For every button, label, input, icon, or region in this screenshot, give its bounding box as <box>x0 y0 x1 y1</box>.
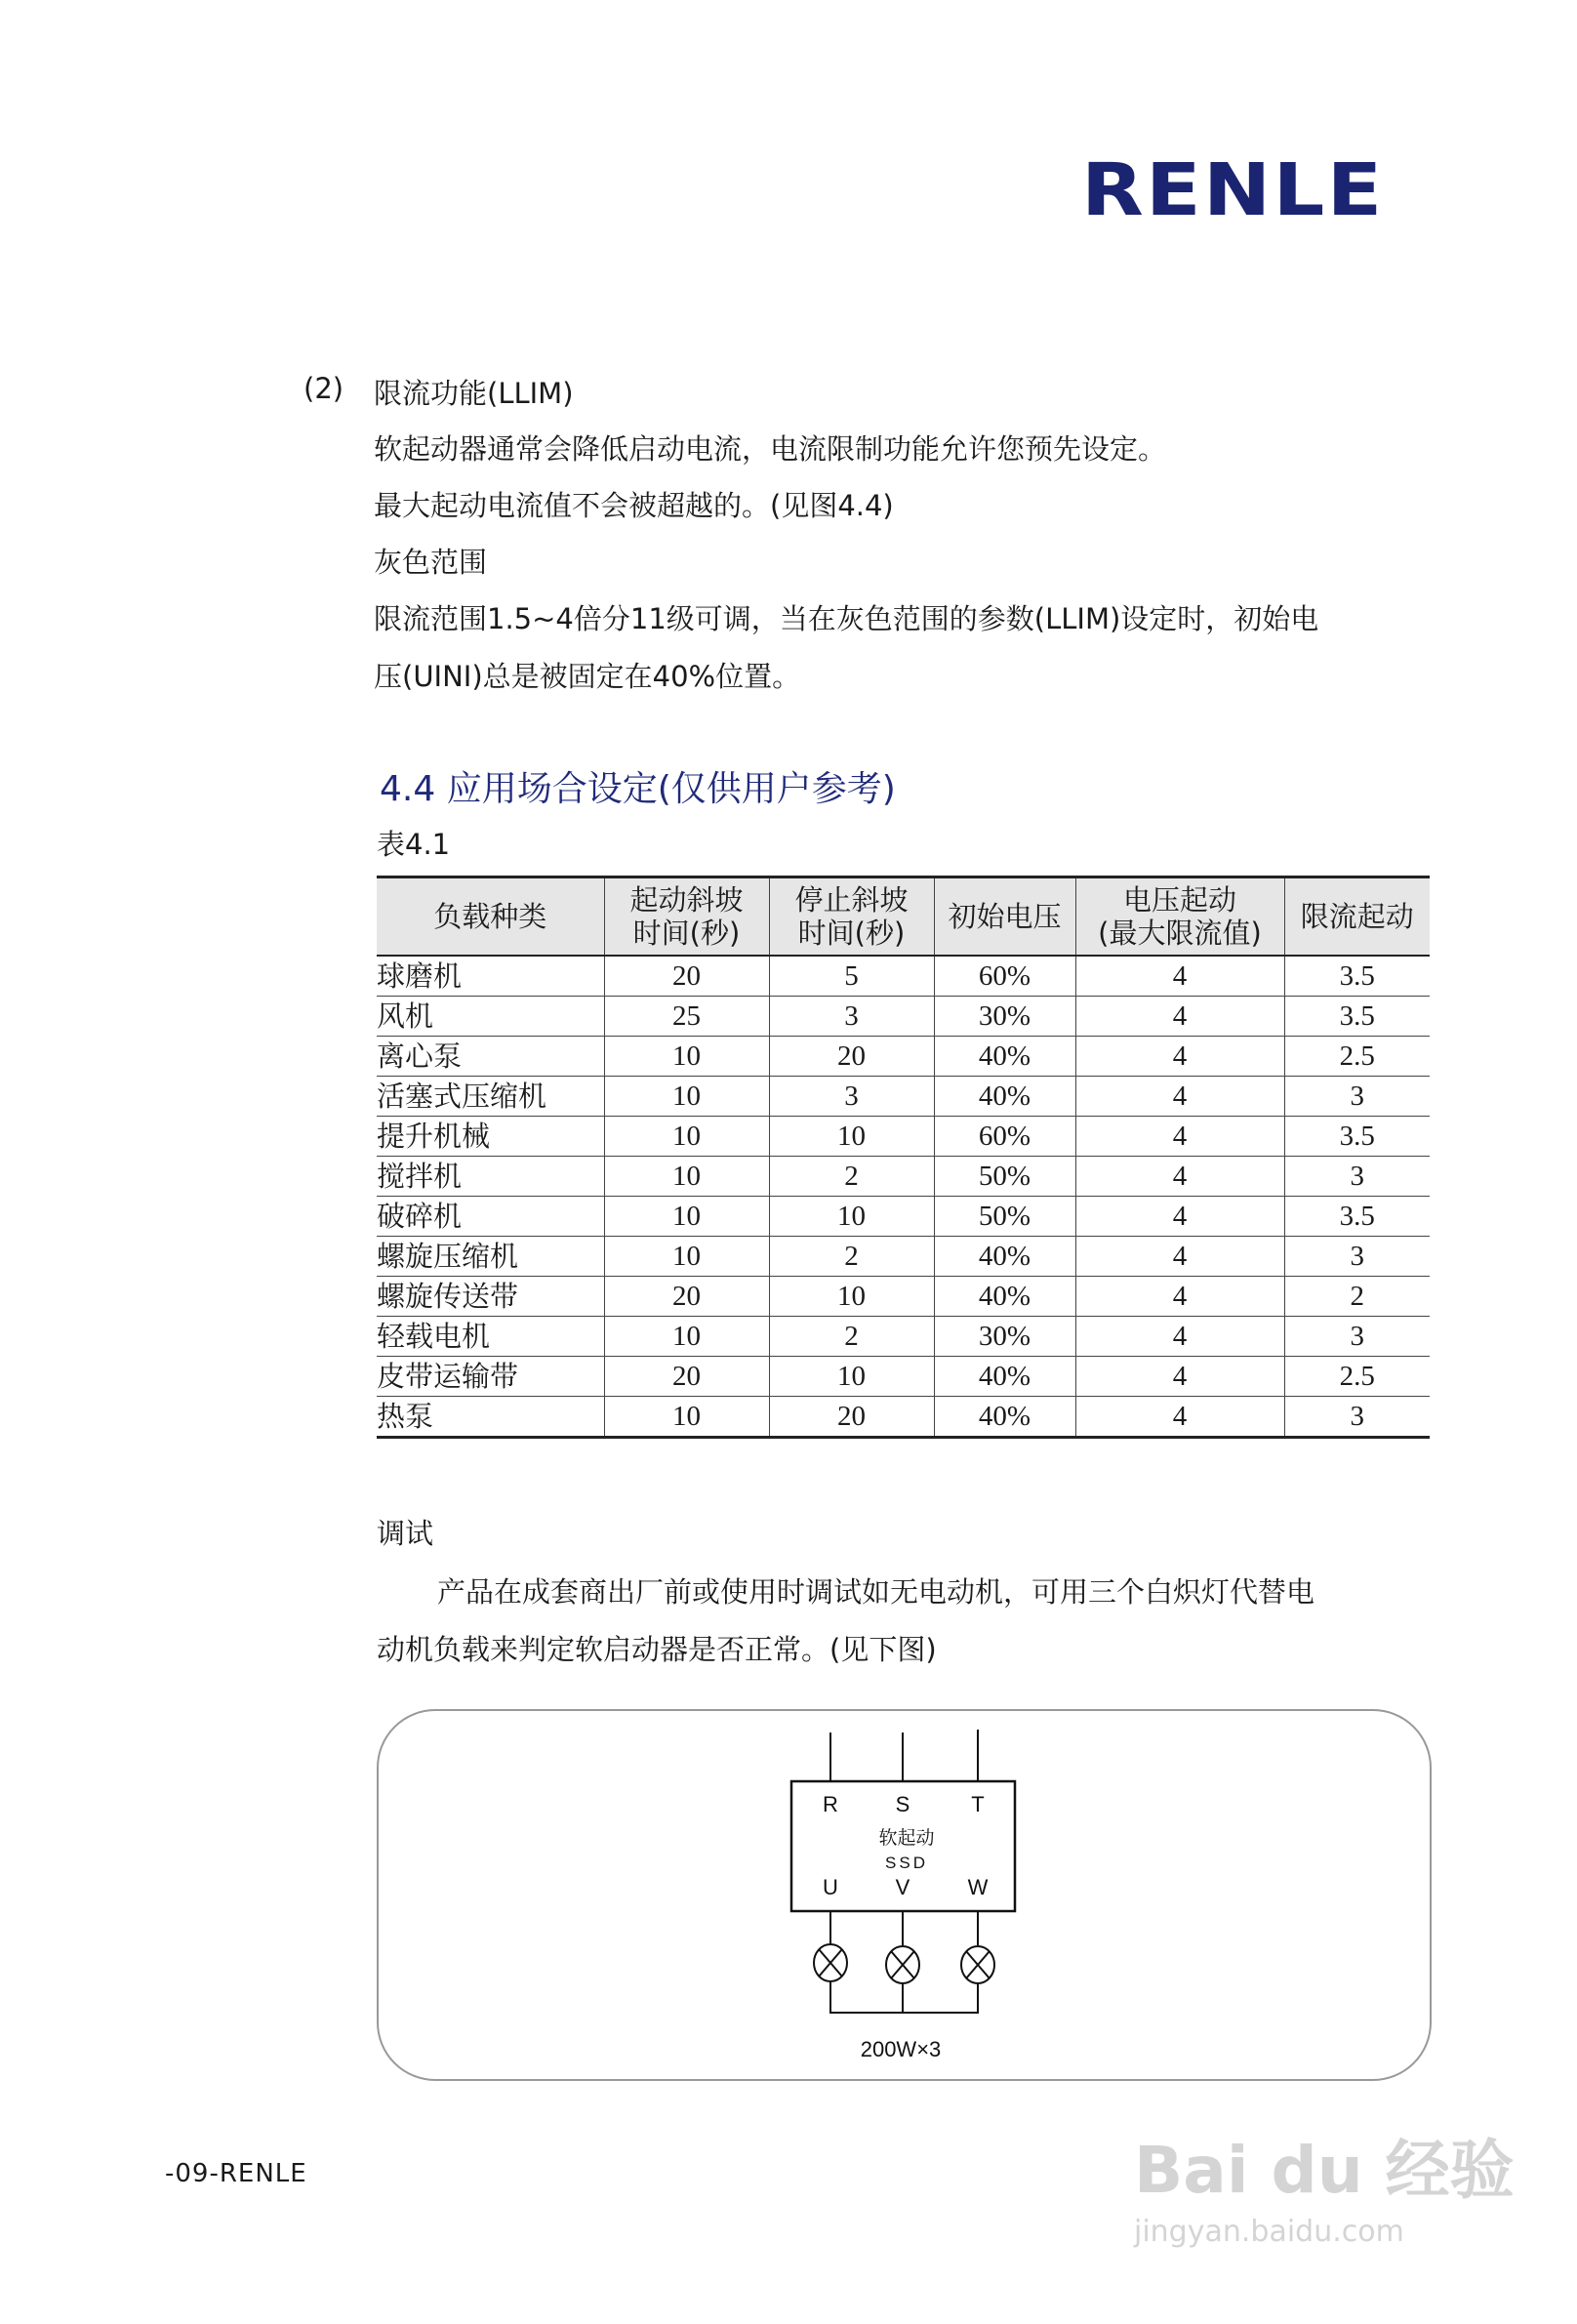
table-cell: 2 <box>769 1157 934 1197</box>
table-cell: 4 <box>1075 1317 1284 1357</box>
table-cell: 10 <box>604 1237 769 1277</box>
table-cell: 40% <box>934 1077 1075 1117</box>
table-cell: 3 <box>1284 1317 1430 1357</box>
debug-title: 调试 <box>377 1517 434 1550</box>
lamp-icon <box>886 1946 919 1983</box>
table-cell: 30% <box>934 1317 1075 1357</box>
table-cell: 风机 <box>377 997 604 1037</box>
table-cell: 3.5 <box>1284 1117 1430 1157</box>
table-cell: 5 <box>769 956 934 997</box>
section-number: (2) <box>303 372 344 405</box>
table-cell: 热泵 <box>377 1397 604 1438</box>
terminal-v: V <box>895 1875 910 1899</box>
table-cell: 20 <box>769 1037 934 1077</box>
table-cell: 破碎机 <box>377 1197 604 1237</box>
table-cell: 3 <box>1284 1237 1430 1277</box>
table-cell: 10 <box>769 1117 934 1157</box>
terminal-s: S <box>895 1792 910 1816</box>
terminal-r: R <box>823 1792 838 1816</box>
watermark-url: jingyan.baidu.com <box>1134 2215 1404 2249</box>
table-cell: 40% <box>934 1277 1075 1317</box>
table-cell: 3.5 <box>1284 997 1430 1037</box>
table-cell: 提升机械 <box>377 1117 604 1157</box>
table-cell: 皮带运输带 <box>377 1357 604 1397</box>
table-cell: 螺旋传送带 <box>377 1277 604 1317</box>
table-cell: 4 <box>1075 1197 1284 1237</box>
section-title: 限流功能(LLIM) <box>374 377 574 410</box>
table-cell: 10 <box>604 1037 769 1077</box>
column-header-line: 时间(秒) <box>632 917 741 950</box>
table-cell: 50% <box>934 1197 1075 1237</box>
column-header-line: 限流起动 <box>1300 900 1414 933</box>
paragraph-line: 产品在成套商出厂前或使用时调试如无电动机，可用三个白炽灯代替电 <box>437 1575 1315 1609</box>
column-header-line: 电压起动 <box>1122 883 1236 917</box>
column-header-line: 初始电压 <box>948 900 1062 933</box>
device-name: 软起动 <box>878 1827 935 1849</box>
column-header-line: 负载种类 <box>433 900 547 933</box>
paragraph-line: 软起动器通常会降低启动电流，电流限制功能允许您预先设定。 <box>374 432 1167 466</box>
common-bus-wire <box>830 1981 978 2013</box>
table-cell: 10 <box>604 1397 769 1438</box>
table-cell: 2.5 <box>1284 1357 1430 1397</box>
table-cell: 30% <box>934 997 1075 1037</box>
table-cell: 3 <box>769 1077 934 1117</box>
table-cell: 离心泵 <box>377 1037 604 1077</box>
table-cell: 20 <box>769 1397 934 1438</box>
table-cell: 20 <box>604 1277 769 1317</box>
column-header-line: 时间(秒) <box>797 917 906 950</box>
table-cell: 50% <box>934 1157 1075 1197</box>
table-cell: 4 <box>1075 1237 1284 1277</box>
lamp-icon <box>961 1946 994 1983</box>
paragraph-line: 最大起动电流值不会被超越的。(见图4.4) <box>374 489 894 522</box>
table-cell: 60% <box>934 1117 1075 1157</box>
table-cell: 40% <box>934 1237 1075 1277</box>
table-cell: 4 <box>1075 1357 1284 1397</box>
table-cell: 10 <box>604 1197 769 1237</box>
table-cell: 4 <box>1075 1277 1284 1317</box>
page-footer: -09-RENLE <box>165 2159 307 2188</box>
table-cell: 3 <box>1284 1157 1430 1197</box>
table-cell: 10 <box>604 1117 769 1157</box>
terminal-w: W <box>967 1875 989 1899</box>
terminal-u: U <box>823 1875 838 1899</box>
table-cell: 3 <box>769 997 934 1037</box>
table-cell: 10 <box>769 1357 934 1397</box>
table-cell: 10 <box>604 1157 769 1197</box>
table-cell: 10 <box>769 1197 934 1237</box>
table-cell: 搅拌机 <box>377 1157 604 1197</box>
table-cell: 球磨机 <box>377 956 604 997</box>
table-cell: 3.5 <box>1284 956 1430 997</box>
table-cell: 4 <box>1075 1157 1284 1197</box>
table-cell: 轻载电机 <box>377 1317 604 1357</box>
table-cell: 2 <box>769 1237 934 1277</box>
device-model: SSD <box>885 1854 928 1872</box>
table-cell: 40% <box>934 1397 1075 1438</box>
table-cell: 40% <box>934 1037 1075 1077</box>
paragraph-line: 限流范围1.5~4倍分11级可调，当在灰色范围的参数(LLIM)设定时，初始电 <box>374 602 1319 635</box>
table-cell: 4 <box>1075 956 1284 997</box>
table-cell: 3 <box>1284 1397 1430 1438</box>
table-cell: 2 <box>1284 1277 1430 1317</box>
table-cell: 20 <box>604 1357 769 1397</box>
table-cell: 4 <box>1075 1397 1284 1438</box>
lamp-icon <box>814 1944 847 1981</box>
section-heading: 4.4 应用场合设定(仅供用户参考) <box>380 769 896 809</box>
terminal-t: T <box>971 1792 985 1816</box>
table-cell: 4 <box>1075 1077 1284 1117</box>
table-cell: 60% <box>934 956 1075 997</box>
table-cell: 3 <box>1284 1077 1430 1117</box>
table-cell: 2.5 <box>1284 1037 1430 1077</box>
load-label: 200W×3 <box>860 2037 942 2061</box>
table-cell: 活塞式压缩机 <box>377 1077 604 1117</box>
table-cell: 2 <box>769 1317 934 1357</box>
column-header-line: 停止斜坡 <box>794 883 909 917</box>
table-cell: 20 <box>604 956 769 997</box>
table-cell: 25 <box>604 997 769 1037</box>
table-cell: 4 <box>1075 1117 1284 1157</box>
column-header-line: (最大限流值) <box>1098 917 1262 950</box>
table-cell: 3.5 <box>1284 1197 1430 1237</box>
paragraph-line: 压(UINI)总是被固定在40%位置。 <box>374 660 801 693</box>
paragraph-line: 灰色范围 <box>374 546 488 579</box>
table-cell: 10 <box>769 1277 934 1317</box>
table-cell: 10 <box>604 1077 769 1117</box>
table-cell: 10 <box>604 1317 769 1357</box>
column-header-line: 起动斜坡 <box>629 883 744 917</box>
baidu-watermark <box>1134 2118 1515 2249</box>
table-cell: 4 <box>1075 1037 1284 1077</box>
renle-logo: RENLE <box>1081 148 1385 232</box>
table-cell: 40% <box>934 1357 1075 1397</box>
table-cell: 螺旋压缩机 <box>377 1237 604 1277</box>
table-caption: 表4.1 <box>377 828 451 861</box>
watermark-brand: Bai du 经验 <box>1134 2133 1515 2208</box>
paragraph-line: 动机负载来判定软启动器是否正常。(见下图) <box>377 1633 937 1666</box>
table-cell: 4 <box>1075 997 1284 1037</box>
